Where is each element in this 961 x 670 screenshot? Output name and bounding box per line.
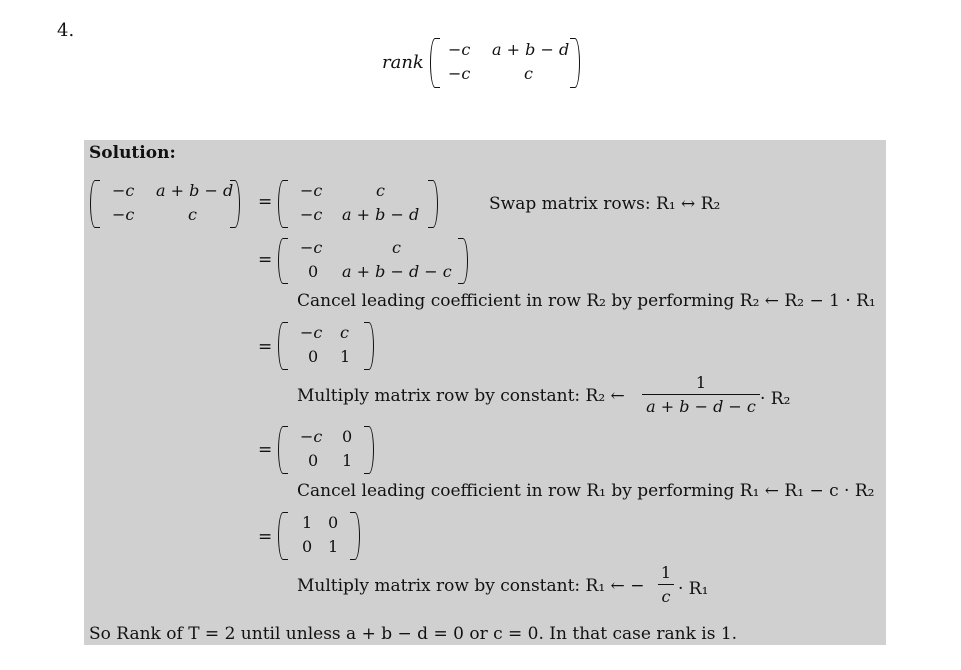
fraction-numerator: 1 [695,373,707,392]
fraction-numerator: 1 [660,563,672,582]
fraction-bar [642,394,760,395]
step-2-matrix [278,238,468,284]
equals-sign: = [258,527,273,547]
conclusion: So Rank of T = 2 until unless a + b − d = 0 or c = 0. In that case rank is 1. [89,624,738,644]
step-2-note: Cancel leading coefficient in row R₂ by performing R₂ ← R₂ − 1 · R₁ [297,291,876,311]
matrix-cell: −c [300,427,323,446]
matrix-cell: −c [300,323,323,342]
matrix-cell: a + b − d [342,205,420,224]
matrix-cell: 0 [342,427,353,446]
matrix-cell: a + b − d − c [342,262,452,281]
matrix-cell: a + b − d [492,40,570,59]
matrix-cell: 0 [308,262,319,281]
problem-matrix [430,38,580,88]
matrix-cell: c [376,181,385,200]
step-5-suffix: · R₁ [678,579,709,599]
equals-sign: = [258,440,273,460]
rank-label: rank [382,52,424,73]
step-1-matrix [278,180,438,228]
step-3-matrix [278,322,374,370]
matrix-cell: 1 [340,347,351,366]
matrix-cell: 1 [328,537,339,556]
step-5-note: Multiply matrix row by constant: R₁ ← − [297,576,645,596]
matrix-cell: 0 [308,347,319,366]
matrix-cell: −c [112,181,135,200]
matrix-cell: c [524,64,533,83]
matrix-cell: −c [300,205,323,224]
step-5-fraction [658,563,674,606]
equals-sign: = [258,192,273,212]
step-4-note: Cancel leading coefficient in row R₁ by performing R₁ ← R₁ − c · R₂ [297,481,875,501]
step-3-suffix: · R₂ [760,389,791,409]
step-3-fraction [642,373,760,416]
step-5-matrix [278,512,360,560]
matrix-cell: 0 [308,451,319,470]
matrix-cell: c [340,323,349,342]
matrix-cell: c [188,205,197,224]
matrix-cell: −c [448,40,471,59]
matrix-cell: −c [300,181,323,200]
matrix-cell: a + b − d [156,181,234,200]
matrix-cell: 1 [342,451,353,470]
fraction-denominator: c [661,587,671,606]
matrix-cell: 0 [328,513,339,532]
fraction-denominator: a + b − d − c [646,397,756,416]
equals-sign: = [258,337,273,357]
matrix-cell: 1 [302,513,313,532]
problem-number: 4. [57,20,75,41]
matrix-cell: −c [448,64,471,83]
matrix-cell: 0 [302,537,313,556]
solution-heading: Solution: [89,143,176,163]
lhs-matrix [90,180,240,228]
matrix-cell: c [392,238,401,257]
step-1-note: Swap matrix rows: R₁ ↔ R₂ [489,194,721,214]
matrix-cell: −c [112,205,135,224]
step-4-matrix [278,426,374,474]
fraction-bar [658,584,674,585]
equals-sign: = [258,250,273,270]
matrix-cell: −c [300,238,323,257]
step-3-note: Multiply matrix row by constant: R₂ ← [297,386,625,406]
solution-box [84,140,886,645]
